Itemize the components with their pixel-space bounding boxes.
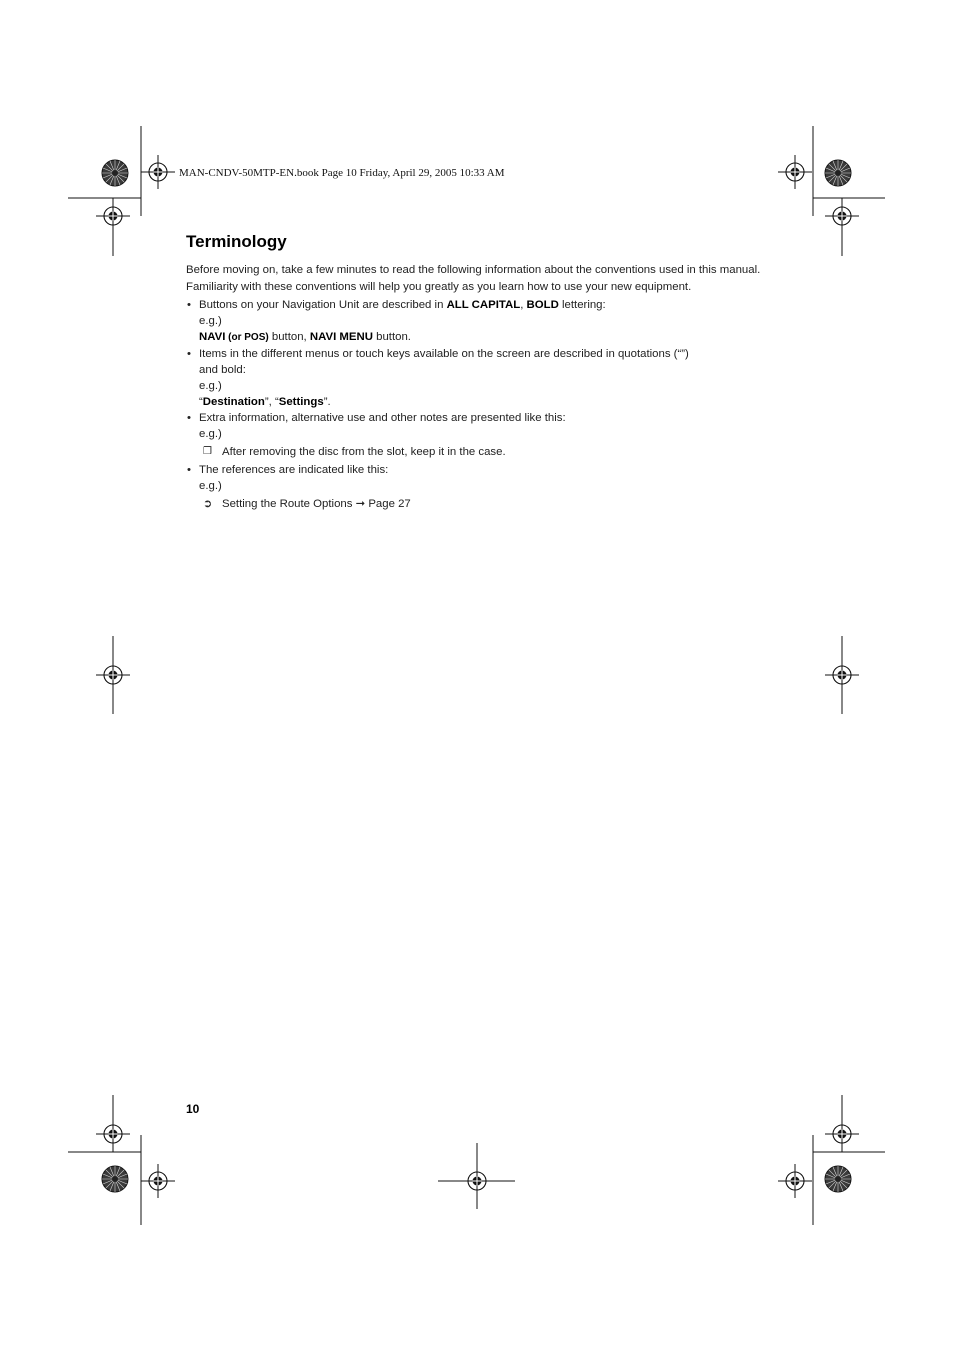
page-arrow-icon: ➞ bbox=[352, 498, 369, 510]
item-text: and bold: bbox=[199, 364, 246, 376]
reference-text: Setting the Route Options bbox=[222, 498, 353, 510]
crop-marks-bottom-right bbox=[813, 1095, 885, 1225]
bullet: • bbox=[187, 348, 191, 360]
registration-mark-icon bbox=[141, 1164, 175, 1198]
star-target-icon bbox=[102, 160, 128, 186]
registration-mark-icon bbox=[825, 199, 859, 233]
registration-mark-icon bbox=[778, 155, 812, 189]
registration-mark-icon bbox=[825, 1117, 859, 1151]
registration-mark-icon bbox=[96, 658, 130, 692]
note-example bbox=[199, 444, 761, 460]
example-bold: ALL CAPITAL bbox=[446, 299, 521, 311]
item-text: Extra information, alternative use and other notes are presented like this: bbox=[199, 412, 566, 424]
example-label: e.g.) bbox=[199, 480, 222, 492]
bullet: • bbox=[187, 412, 191, 424]
example-label: e.g.) bbox=[199, 315, 222, 327]
registration-mark-icon bbox=[96, 1117, 130, 1151]
file-info-header: MAN-CNDV-50MTP-EN.book Page 10 Friday, April 29, 2005 10:33 AM bbox=[179, 167, 505, 179]
crop-marks-top-right bbox=[813, 126, 885, 256]
registration-mark-icon bbox=[825, 658, 859, 692]
note-box-icon: ❒ bbox=[203, 446, 212, 457]
registration-mark-icon bbox=[96, 199, 130, 233]
star-target-icon bbox=[825, 1166, 851, 1192]
reference-example bbox=[199, 496, 761, 512]
item-text: Items in the different menus or touch keys available on the screen are described in quotations (“”) bbox=[199, 348, 689, 360]
note-text: After removing the disc from the slot, keep it in the case. bbox=[222, 446, 506, 458]
example-label: e.g.) bbox=[199, 380, 222, 392]
item-text: Buttons on your Navigation Unit are described in ALL CAPITAL, BOLD lettering: bbox=[199, 299, 606, 311]
item-text: The references are indicated like this: bbox=[199, 464, 389, 476]
reference-arrow-icon: ➲ bbox=[203, 498, 213, 510]
list-item bbox=[186, 410, 761, 460]
example-line: “Destination”, “Settings”. bbox=[199, 396, 331, 408]
crop-marks-top-left bbox=[68, 126, 141, 256]
intro-paragraph: Before moving on, take a few minutes to read the following information about the conventions used in this manual. Familiarity with these conventions will help you greatly as you learn how to use your new equipment. bbox=[186, 264, 761, 293]
star-target-icon bbox=[825, 160, 851, 186]
example-label: e.g.) bbox=[199, 428, 222, 440]
list-item bbox=[186, 297, 761, 346]
page-number: 10 bbox=[186, 1102, 200, 1116]
example-line: NAVI (or POS) button, NAVI MENU button. bbox=[199, 331, 411, 343]
list-item bbox=[186, 462, 761, 512]
registration-mark-icon bbox=[778, 1164, 812, 1198]
registration-mark-icon bbox=[141, 155, 175, 189]
bullet: • bbox=[187, 464, 191, 476]
conventions-list bbox=[186, 297, 761, 512]
bullet: • bbox=[187, 299, 191, 311]
star-target-icon bbox=[102, 1166, 128, 1192]
example-bold: BOLD bbox=[526, 299, 559, 311]
section-title: Terminology bbox=[186, 232, 287, 251]
crop-marks-middle bbox=[113, 636, 842, 714]
registration-mark-icon bbox=[460, 1164, 494, 1198]
crop-marks-bottom-left bbox=[68, 1095, 141, 1225]
reference-page: Page 27 bbox=[368, 498, 411, 510]
list-item bbox=[186, 346, 761, 410]
terminology-section bbox=[186, 232, 761, 512]
